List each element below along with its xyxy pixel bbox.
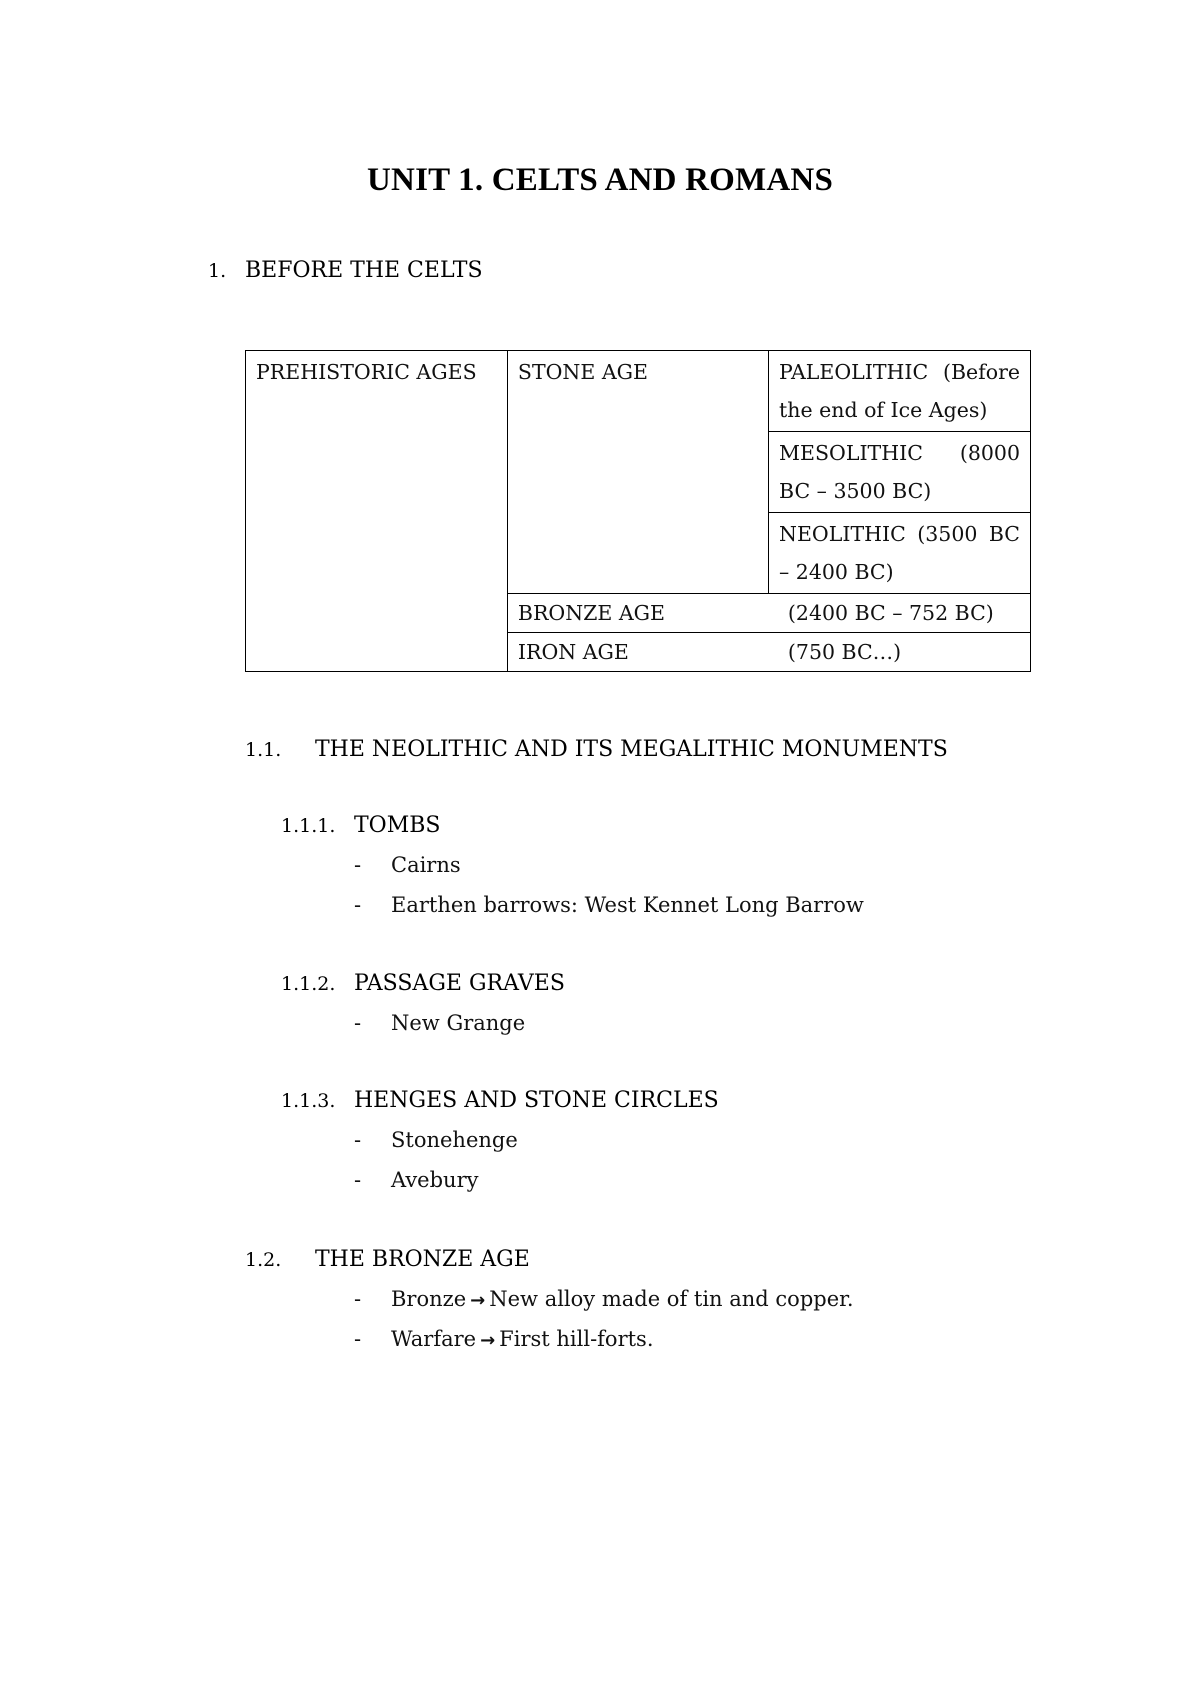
cell-neolithic (769, 513, 1031, 594)
subsubsection-number: 1.1.3. (281, 1090, 336, 1112)
subsubsection-title: HENGES AND STONE CIRCLES (354, 1088, 719, 1113)
right-arrow-icon: → (480, 1330, 496, 1351)
list-item-text (391, 1319, 654, 1361)
subsection-number: 1.2. (245, 1249, 282, 1271)
list-item-text (391, 1279, 854, 1321)
list-item-text: New Grange (391, 1011, 526, 1035)
bullet-dash: - (354, 893, 362, 917)
bullet-dash: - (354, 1287, 362, 1311)
prehistoric-ages-table (245, 350, 1031, 672)
paleolithic-text: PALEOLITHIC (Before the end of Ice Ages) (779, 360, 1020, 422)
cell-paleolithic (769, 351, 1031, 432)
bullet-dash: - (354, 853, 362, 877)
subsection-title: THE NEOLITHIC AND ITS MEGALITHIC MONUMENTS (315, 737, 948, 762)
iron-age-label: IRON AGE (517, 640, 629, 664)
bronze-age-label: BRONZE AGE (517, 601, 666, 625)
cell-mesolithic (769, 432, 1031, 513)
bullet-dash: - (354, 1011, 362, 1035)
description: New alloy made of tin and copper. (489, 1287, 854, 1311)
list-item-text: Avebury (391, 1168, 479, 1192)
row-bronze-age (507, 594, 1030, 633)
iron-age-dates: (750 BC…) (787, 640, 902, 664)
subsubsection-title: TOMBS (354, 813, 441, 838)
subsubsection-number: 1.1.1. (281, 815, 336, 837)
bullet-dash: - (354, 1128, 362, 1152)
bullet-dash: - (354, 1168, 362, 1192)
list-item-text: Cairns (391, 853, 461, 877)
document-title: UNIT 1. CELTS AND ROMANS (367, 162, 833, 198)
neolithic-text: NEOLITHIC (3500 BC – 2400 BC) (779, 522, 1020, 584)
subsection-title: THE BRONZE AGE (315, 1247, 530, 1272)
right-arrow-icon: → (470, 1290, 486, 1311)
list-item-text: Earthen barrows: West Kennet Long Barrow (391, 893, 864, 917)
row-iron-age (507, 633, 1030, 672)
subsubsection-number: 1.1.2. (281, 973, 336, 995)
bullet-dash: - (354, 1327, 362, 1351)
cell-stone-age: STONE AGE (507, 351, 768, 594)
list-item-text: Stonehenge (391, 1128, 518, 1152)
subsection-number: 1.1. (245, 739, 282, 761)
subsubsection-title: PASSAGE GRAVES (354, 971, 565, 996)
description: First hill-forts. (499, 1327, 654, 1351)
bronze-age-dates: (2400 BC – 752 BC) (787, 601, 994, 625)
cell-prehistoric-ages: PREHISTORIC AGES (246, 351, 508, 672)
term: Bronze (391, 1287, 467, 1311)
mesolithic-text: MESOLITHIC (8000 BC – 3500 BC) (779, 441, 1020, 503)
term: Warfare (391, 1327, 477, 1351)
section-title: BEFORE THE CELTS (245, 258, 483, 283)
section-number: 1. (208, 260, 227, 282)
